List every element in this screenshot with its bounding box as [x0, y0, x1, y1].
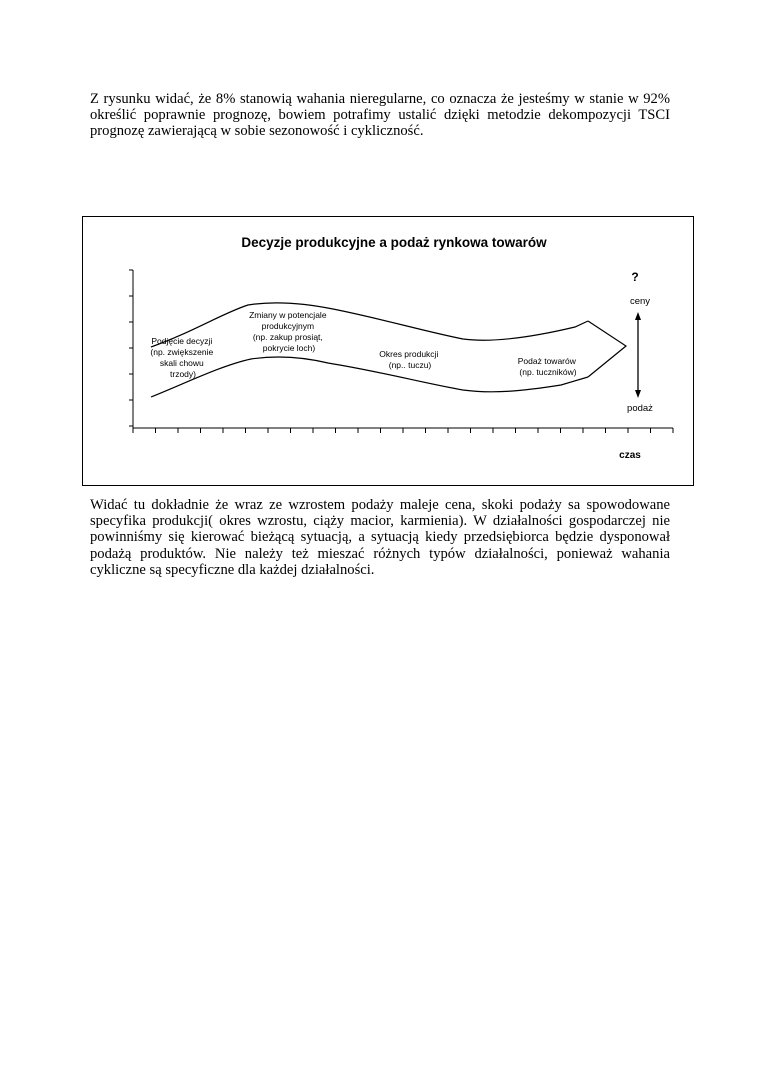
upper-band-curve [151, 303, 588, 347]
band-arrow-head [588, 321, 626, 377]
figure-title: Decyzje produkcyjne a podaż rynkowa towarów [241, 235, 547, 250]
stage-label-supply: Podaż towarów (np. tuczników) [517, 356, 577, 377]
intro-paragraph: Z rysunku widać, że 8% stanowią wahania nieregularne, co oznacza że jesteśmy w stanie w 92% określić poprawnie prognozę, bowiem potrafimy ustalić dzięki metodzie dekompozycji TSCI prognozę zawierającą w sobie sezonowość i cykliczność. [90, 91, 670, 140]
stage-label-decision: Podjęcie decyzji (np. zwiększenie skali chowu trzody) [150, 336, 214, 379]
prices-label: ceny [629, 296, 651, 307]
cycle-diagram [83, 217, 695, 487]
stage-label-capacity: Zmiany w potencjale produkcyjnym (np. zakup prosiąt, pokrycie loch) [249, 310, 327, 353]
y-axis-ticks [129, 270, 133, 426]
cycle-figure [82, 216, 694, 486]
x-axis-ticks [133, 428, 673, 433]
x-axis-label: czas [619, 450, 641, 461]
question-mark-label: ? [631, 270, 639, 284]
supply-label: podaż [627, 403, 653, 414]
arrow-up-head [635, 312, 641, 320]
conclusion-paragraph: Widać tu dokładnie że wraz ze wzrostem podaży maleje cena, skoki podaży sa spowodowane specyfika produkcji( okres wzrostu, ciąży macior, karmienia). W działalności gospodarczej nie powinniśmy się kierować bieżącą sytuacją, a sytuacją kiedy przedsiębiorca będzie dysponował podażą produktów. Nie należy też mieszać różnych typów działalności, ponieważ wahania cykliczne są specyficzne dla każdej działalności. [90, 497, 670, 578]
stage-label-production: Okres produkcji (np.. tuczu) [379, 349, 439, 370]
arrow-down-head [635, 390, 641, 398]
